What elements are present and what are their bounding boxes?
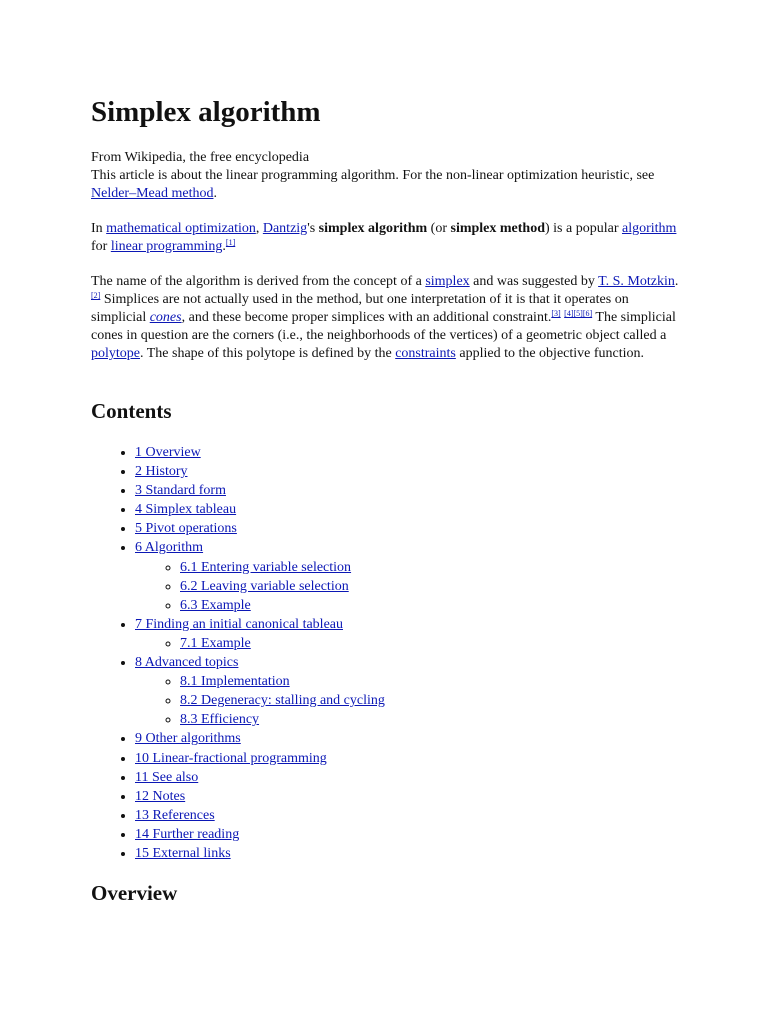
text: applied to the objective function.: [455, 346, 645, 361]
toc-item: [135, 825, 385, 844]
toc-item: [135, 481, 385, 500]
toc-link-linear-fractional-programming[interactable]: 10 Linear-fractional programming: [135, 750, 327, 766]
toc-item: [135, 519, 385, 538]
toc-link-other-algorithms[interactable]: 9 Other algorithms: [135, 731, 241, 747]
toc-item: [135, 615, 385, 653]
intro-paragraph: [91, 220, 681, 256]
link-cones[interactable]: cones: [149, 310, 182, 325]
toc-subitem: [180, 634, 385, 653]
toc-item: [135, 500, 385, 519]
text: (or: [427, 221, 451, 236]
toc-link-simplex-tableau[interactable]: 4 Simplex tableau: [135, 502, 237, 518]
overview-heading: Overview: [91, 881, 178, 905]
toc-link-example-7-1[interactable]: 7.1 Example: [180, 635, 251, 651]
link-simplex[interactable]: simplex: [425, 274, 470, 289]
toc-sublist: [135, 634, 385, 653]
link-nelder-mead-method[interactable]: Nelder–Mead method: [91, 186, 214, 201]
toc-item: [135, 653, 385, 729]
text: The simplicial cones in question are the corners (i.e., the neighborhoods of the vertices) of a geometric object called a: [91, 310, 676, 343]
toc-item: [135, 749, 385, 768]
toc-link-standard-form[interactable]: 3 Standard form: [135, 483, 226, 499]
toc-link-leaving-variable-selection[interactable]: 6.2 Leaving variable selection: [180, 578, 349, 594]
text: The name of the algorithm is derived from the concept of a: [91, 274, 426, 289]
toc-subitem: [180, 558, 385, 577]
toc-link-history[interactable]: 2 History: [135, 464, 188, 480]
link-constraints[interactable]: constraints: [395, 346, 456, 361]
text: Simplices are not actually used in the method, but one interpretation of it is that it operates on simplicial: [91, 292, 629, 325]
text: and was suggested by: [469, 274, 599, 289]
link-polytope[interactable]: polytope: [91, 346, 140, 361]
text: .: [674, 274, 679, 289]
name-paragraph: [91, 273, 681, 363]
toc-link-overview[interactable]: 1 Overview: [135, 445, 201, 460]
bold-term-simplex-algorithm: simplex algorithm: [318, 221, 428, 236]
reference-4-5-6[interactable]: [4][5][6]: [564, 309, 593, 318]
toc-link-efficiency[interactable]: 8.3 Efficiency: [180, 712, 260, 728]
link-linear-programming[interactable]: linear programming: [110, 239, 223, 254]
text: . The shape of this polytope is defined by the: [140, 346, 396, 361]
toc-subitem: [180, 710, 385, 729]
reference-3[interactable]: [3]: [551, 309, 561, 318]
toc-link-notes[interactable]: 12 Notes: [135, 788, 186, 804]
link-mathematical-optimization[interactable]: mathematical optimization: [106, 221, 256, 236]
text: for: [91, 239, 111, 254]
page-title: Simplex algorithm: [91, 96, 321, 128]
toc-link-algorithm[interactable]: 6 Algorithm: [135, 540, 204, 556]
toc-subitem: [180, 691, 385, 710]
toc-item: [135, 538, 385, 614]
toc-item: [135, 844, 385, 863]
text: , and these become proper simplices with an additional constraint.: [181, 310, 552, 325]
toc-link-advanced-topics[interactable]: 8 Advanced topics: [135, 655, 239, 671]
text: ,: [255, 221, 263, 236]
toc-subitem: [180, 577, 385, 596]
toc-item: [135, 768, 385, 787]
hatnote-text: This article is about the linear programming algorithm. For the non-linear optimization heuristic, see: [91, 168, 655, 183]
contents-heading: Contents: [91, 399, 172, 423]
toc-sublist: [135, 558, 385, 615]
link-motzkin[interactable]: T. S. Motzkin: [598, 274, 675, 289]
toc-subitem: [180, 596, 385, 615]
link-algorithm[interactable]: algorithm: [621, 221, 677, 236]
toc-link-references[interactable]: 13 References: [135, 807, 215, 823]
reference-1[interactable]: [1]: [225, 238, 236, 247]
toc-link-example-6-3[interactable]: 6.3 Example: [180, 597, 251, 613]
toc-item: [135, 443, 385, 462]
link-dantzig[interactable]: Dantzig: [262, 221, 308, 236]
tagline: From Wikipedia, the free encyclopedia: [91, 150, 310, 165]
toc-sublist: [135, 672, 385, 729]
text: 's: [307, 221, 319, 236]
toc-link-external-links[interactable]: 15 External links: [135, 845, 231, 861]
toc-link-initial-canonical-tableau[interactable]: 7 Finding an initial canonical tableau: [135, 616, 343, 632]
toc-link-degeneracy[interactable]: 8.2 Degeneracy: stalling and cycling: [180, 693, 385, 709]
text: In: [91, 221, 107, 236]
toc-link-pivot-operations[interactable]: 5 Pivot operations: [135, 521, 237, 537]
toc-item: [135, 729, 385, 748]
toc-subitem: [180, 672, 385, 691]
toc-link-entering-variable-selection[interactable]: 6.1 Entering variable selection: [180, 559, 352, 575]
hatnote-text-end: .: [213, 186, 217, 201]
text: ) is a popular: [545, 221, 622, 236]
toc-item: [135, 787, 385, 806]
toc-link-implementation[interactable]: 8.1 Implementation: [180, 674, 290, 690]
hatnote: [91, 167, 681, 203]
toc-item: [135, 462, 385, 481]
toc-link-further-reading[interactable]: 14 Further reading: [135, 826, 240, 842]
text: .: [222, 239, 226, 254]
table-of-contents: [91, 443, 385, 863]
reference-2[interactable]: [2]: [91, 291, 101, 300]
toc-link-see-also[interactable]: 11 See also: [135, 769, 199, 785]
bold-term-simplex-method: simplex method: [450, 221, 545, 236]
toc-item: [135, 806, 385, 825]
